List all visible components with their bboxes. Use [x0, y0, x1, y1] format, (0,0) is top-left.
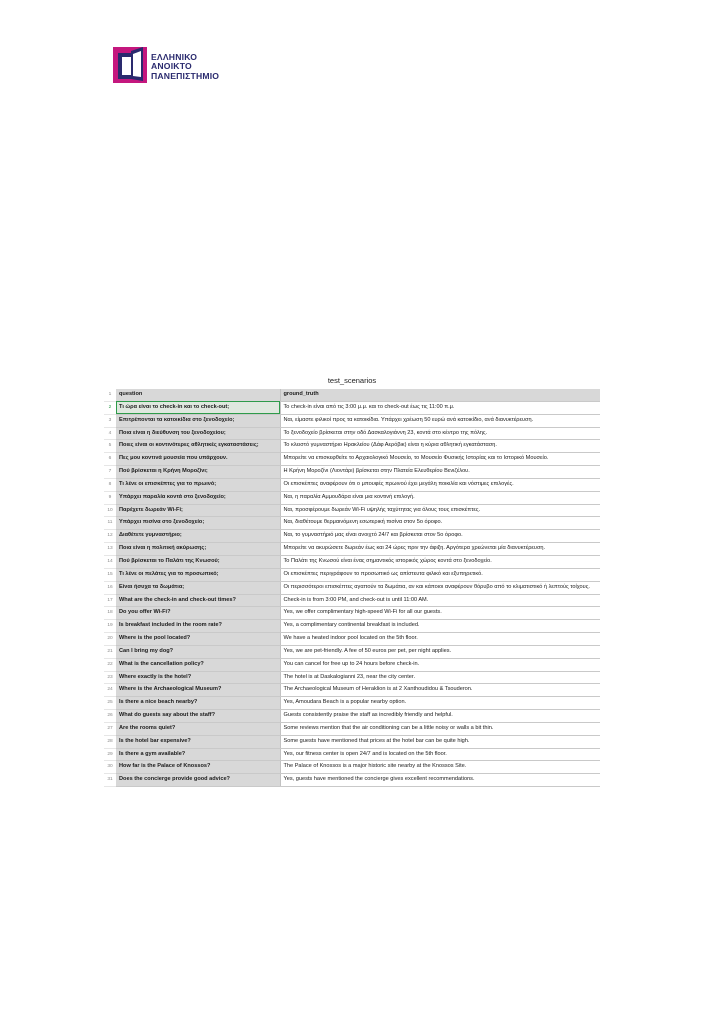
- question-cell[interactable]: Is the hotel bar expensive?: [116, 735, 280, 748]
- answer-cell[interactable]: The hotel is at Daskalogianni 23, near the city center.: [280, 671, 600, 684]
- question-cell[interactable]: Where exactly is the hotel?: [116, 671, 280, 684]
- answer-cell[interactable]: The Palace of Knossos is a major historic site nearby at the Knossos Site.: [280, 761, 600, 774]
- question-cell[interactable]: Παρέχετε δωρεάν Wi-Fi;: [116, 504, 280, 517]
- row-number[interactable]: 17: [104, 594, 116, 607]
- row-number[interactable]: 12: [104, 530, 116, 543]
- row-number[interactable]: 7: [104, 466, 116, 479]
- answer-cell[interactable]: Guests consistently praise the staff as incredibly friendly and helpful.: [280, 710, 600, 723]
- answer-cell[interactable]: Ναι, το γυμναστήριό μας είναι ανοιχτό 24/7 και βρίσκεται στον 5ο όροφο.: [280, 530, 600, 543]
- data-table: [104, 389, 600, 787]
- table-row[interactable]: [104, 453, 600, 466]
- answer-cell[interactable]: Το check-in είναι από τις 3:00 μ.μ. και το check-out έως τις 11:00 π.μ.: [280, 401, 600, 414]
- table-row[interactable]: [104, 466, 600, 479]
- row-number[interactable]: 4: [104, 427, 116, 440]
- row-number[interactable]: 23: [104, 671, 116, 684]
- answer-cell[interactable]: Το κλειστό γυμναστήριο Ηρακλείου (Δάφ Αερόβικ) είναι η κύρια αθλητική εγκατάσταση.: [280, 440, 600, 453]
- university-logo: [113, 47, 223, 87]
- question-cell[interactable]: Are the rooms quiet?: [116, 722, 280, 735]
- question-cell[interactable]: Διαθέτετε γυμναστήριο;: [116, 530, 280, 543]
- table-row[interactable]: [104, 530, 600, 543]
- answer-cell[interactable]: Yes, our fitness center is open 24/7 and is located on the 5th floor.: [280, 748, 600, 761]
- answer-cell[interactable]: Το Παλάτι της Κνωσού είναι ένας σημαντικός ιστορικός χώρος κοντά στο ξενοδοχείο.: [280, 555, 600, 568]
- question-cell[interactable]: Πού βρίσκεται το Παλάτι της Κνωσού;: [116, 555, 280, 568]
- row-number[interactable]: 14: [104, 555, 116, 568]
- row-number[interactable]: 13: [104, 543, 116, 556]
- question-cell[interactable]: Do you offer Wi-Fi?: [116, 607, 280, 620]
- answer-cell[interactable]: Ναι, είμαστε φιλικοί προς τα κατοικίδια. Υπάρχει χρέωση 50 ευρώ ανά κατοικίδιο, ανά διανυκτέρευση.: [280, 414, 600, 427]
- row-number[interactable]: 10: [104, 504, 116, 517]
- table-row[interactable]: [104, 607, 600, 620]
- question-cell[interactable]: Τι ώρα είναι το check-in και το check-out;: [116, 401, 280, 414]
- row-number[interactable]: 8: [104, 478, 116, 491]
- question-cell[interactable]: Επιτρέπονται τα κατοικίδια στο ξενοδοχείο;: [116, 414, 280, 427]
- answer-cell[interactable]: Yes, a complimentary continental breakfast is included.: [280, 620, 600, 633]
- table-row[interactable]: [104, 748, 600, 761]
- table-row[interactable]: [104, 761, 600, 774]
- table-row[interactable]: [104, 491, 600, 504]
- answer-cell[interactable]: Η Κρήνη Μοροζίνι (Λιοντάρι) βρίσκεται στην Πλατεία Ελευθερίου Βενιζέλου.: [280, 466, 600, 479]
- row-number[interactable]: 15: [104, 568, 116, 581]
- answer-cell[interactable]: Το ξενοδοχείο βρίσκεται στην οδό Δασκαλογιάννη 23, κοντά στο κέντρο της πόλης.: [280, 427, 600, 440]
- row-number[interactable]: 6: [104, 453, 116, 466]
- question-cell[interactable]: Πες μου κοντινά μουσεία που υπάρχουν.: [116, 453, 280, 466]
- row-number[interactable]: 31: [104, 774, 116, 787]
- row-number[interactable]: 1: [104, 389, 116, 401]
- logo-wordmark: [151, 53, 219, 81]
- table-row[interactable]: [104, 697, 600, 710]
- table-row[interactable]: [104, 414, 600, 427]
- row-number[interactable]: 20: [104, 633, 116, 646]
- question-cell[interactable]: What is the cancellation policy?: [116, 658, 280, 671]
- answer-cell[interactable]: Check-in is from 3:00 PM, and check-out is until 11:00 AM.: [280, 594, 600, 607]
- table-row[interactable]: [104, 633, 600, 646]
- column-header-question[interactable]: question: [116, 389, 280, 401]
- question-cell[interactable]: Ποιες είναι οι κοντινότερες αθλητικές εγκαταστάσεις;: [116, 440, 280, 453]
- answer-cell[interactable]: Οι επισκέπτες αναφέρουν ότι ο μπουφές πρωινού έχει μεγάλη ποικιλία και νόστιμες επιλογές.: [280, 478, 600, 491]
- answer-cell[interactable]: Ναι, προσφέρουμε δωρεάν Wi-Fi υψηλής ταχύτητας για όλους τους επισκέπτες.: [280, 504, 600, 517]
- question-cell[interactable]: Where is the pool located?: [116, 633, 280, 646]
- row-number[interactable]: 28: [104, 735, 116, 748]
- answer-cell[interactable]: We have a heated indoor pool located on the 5th floor.: [280, 633, 600, 646]
- row-number[interactable]: 2: [104, 401, 116, 414]
- answer-cell[interactable]: Οι περισσότεροι επισκέπτες αγαπούν τα δωμάτια, αν και κάποιοι αναφέρουν θόρυβο από το κλιματιστικό ή λεπτούς τοίχους.: [280, 581, 600, 594]
- row-number[interactable]: 25: [104, 697, 116, 710]
- row-number[interactable]: 22: [104, 658, 116, 671]
- row-number[interactable]: 21: [104, 645, 116, 658]
- table-row[interactable]: [104, 478, 600, 491]
- table-row[interactable]: [104, 401, 600, 414]
- table-row[interactable]: [104, 581, 600, 594]
- question-cell[interactable]: What are the check-in and check-out times?: [116, 594, 280, 607]
- column-header-ground-truth[interactable]: ground_truth: [280, 389, 600, 401]
- row-number[interactable]: 16: [104, 581, 116, 594]
- answer-cell[interactable]: You can cancel for free up to 24 hours before check-in.: [280, 658, 600, 671]
- answer-cell[interactable]: Yes, Amoudara Beach is a popular nearby option.: [280, 697, 600, 710]
- question-cell[interactable]: Is breakfast included in the room rate?: [116, 620, 280, 633]
- answer-cell[interactable]: The Archaeological Museum of Heraklion is at 2 Xanthoudidou & Tsouderon.: [280, 684, 600, 697]
- table-row[interactable]: [104, 594, 600, 607]
- question-cell[interactable]: Is there a gym available?: [116, 748, 280, 761]
- university-logo-icon: [113, 47, 147, 83]
- logo-line-3: ΠΑΝΕΠΙΣΤΗΜΙΟ: [151, 70, 220, 81]
- logo-line-2: ΑΝΟΙΚΤΟ: [151, 61, 192, 72]
- question-cell[interactable]: Τι λένε οι επισκέπτες για το πρωινό;: [116, 478, 280, 491]
- question-cell[interactable]: Υπάρχει πισίνα στο ξενοδοχείο;: [116, 517, 280, 530]
- question-cell[interactable]: Ποια είναι η διεύθυνση του ξενοδοχείου;: [116, 427, 280, 440]
- row-number[interactable]: 11: [104, 517, 116, 530]
- table-row[interactable]: [104, 517, 600, 530]
- row-number[interactable]: 9: [104, 491, 116, 504]
- answer-cell[interactable]: Ναι, η παραλία Αμμουδάρα είναι μια κοντινή επιλογή.: [280, 491, 600, 504]
- table-row[interactable]: [104, 543, 600, 556]
- row-number[interactable]: 18: [104, 607, 116, 620]
- table-row[interactable]: [104, 427, 600, 440]
- answer-cell[interactable]: Yes, we offer complimentary high-speed Wi-Fi for all our guests.: [280, 607, 600, 620]
- row-number[interactable]: 27: [104, 722, 116, 735]
- row-number[interactable]: 3: [104, 414, 116, 427]
- row-number[interactable]: 29: [104, 748, 116, 761]
- question-cell[interactable]: Πού βρίσκεται η Κρήνη Μοροζίνι;: [116, 466, 280, 479]
- answer-cell[interactable]: Μπορείτε να επισκεφθείτε το Αρχαιολογικό Μουσείο, το Μουσείο Φυσικής Ιστορίας και το Ιστορικό Μουσείο.: [280, 453, 600, 466]
- question-cell[interactable]: Is there a nice beach nearby?: [116, 697, 280, 710]
- answer-cell[interactable]: Ναι, διαθέτουμε θερμαινόμενη εσωτερική πισίνα στον 5ο όροφο.: [280, 517, 600, 530]
- table-row[interactable]: [104, 684, 600, 697]
- table-row[interactable]: [104, 774, 600, 787]
- header-row: [104, 389, 600, 401]
- question-cell[interactable]: Είναι ήσυχα τα δωμάτια;: [116, 581, 280, 594]
- sheet-title: test_scenarios: [327, 376, 377, 385]
- row-number[interactable]: 19: [104, 620, 116, 633]
- question-cell[interactable]: How far is the Palace of Knossos?: [116, 761, 280, 774]
- answer-cell[interactable]: Οι επισκέπτες περιγράφουν το προσωπικό ως απίστευτα φιλικό και εξυπηρετικό.: [280, 568, 600, 581]
- table-row[interactable]: [104, 671, 600, 684]
- question-cell[interactable]: Τι λένε οι πελάτες για το προσωπικό;: [116, 568, 280, 581]
- answer-cell[interactable]: Yes, guests have mentioned the concierge gives excellent recommendations.: [280, 774, 600, 787]
- answer-cell[interactable]: Μπορείτε να ακυρώσετε δωρεάν έως και 24 ώρες πριν την άφιξη. Αργότερα χρεώνεται μία διανυκτέρευση.: [280, 543, 600, 556]
- logo-line-1: ΕΛΛΗΝΙΚΟ: [151, 52, 198, 62]
- question-cell[interactable]: What do guests say about the staff?: [116, 710, 280, 723]
- table-row[interactable]: [104, 645, 600, 658]
- table-row[interactable]: [104, 710, 600, 723]
- table-row[interactable]: [104, 568, 600, 581]
- answer-cell[interactable]: Some reviews mention that the air conditioning can be a little noisy or walls a bit thin.: [280, 722, 600, 735]
- answer-cell[interactable]: Yes, we are pet-friendly. A fee of 50 euros per pet, per night applies.: [280, 645, 600, 658]
- table-row[interactable]: [104, 555, 600, 568]
- row-number[interactable]: 30: [104, 761, 116, 774]
- question-cell[interactable]: Υπάρχει παραλία κοντά στο ξενοδοχείο;: [116, 491, 280, 504]
- question-cell[interactable]: Can I bring my dog?: [116, 645, 280, 658]
- table-row[interactable]: [104, 722, 600, 735]
- row-number[interactable]: 26: [104, 710, 116, 723]
- question-cell[interactable]: Ποια είναι η πολιτική ακύρωσης;: [116, 543, 280, 556]
- table-row[interactable]: [104, 735, 600, 748]
- answer-cell[interactable]: Some guests have mentioned that prices at the hotel bar can be quite high.: [280, 735, 600, 748]
- question-cell[interactable]: Where is the Archaeological Museum?: [116, 684, 280, 697]
- table-row[interactable]: [104, 620, 600, 633]
- row-number[interactable]: 5: [104, 440, 116, 453]
- question-cell[interactable]: Does the concierge provide good advice?: [116, 774, 280, 787]
- table-row[interactable]: [104, 658, 600, 671]
- table-row[interactable]: [104, 440, 600, 453]
- table-row[interactable]: [104, 504, 600, 517]
- row-number[interactable]: 24: [104, 684, 116, 697]
